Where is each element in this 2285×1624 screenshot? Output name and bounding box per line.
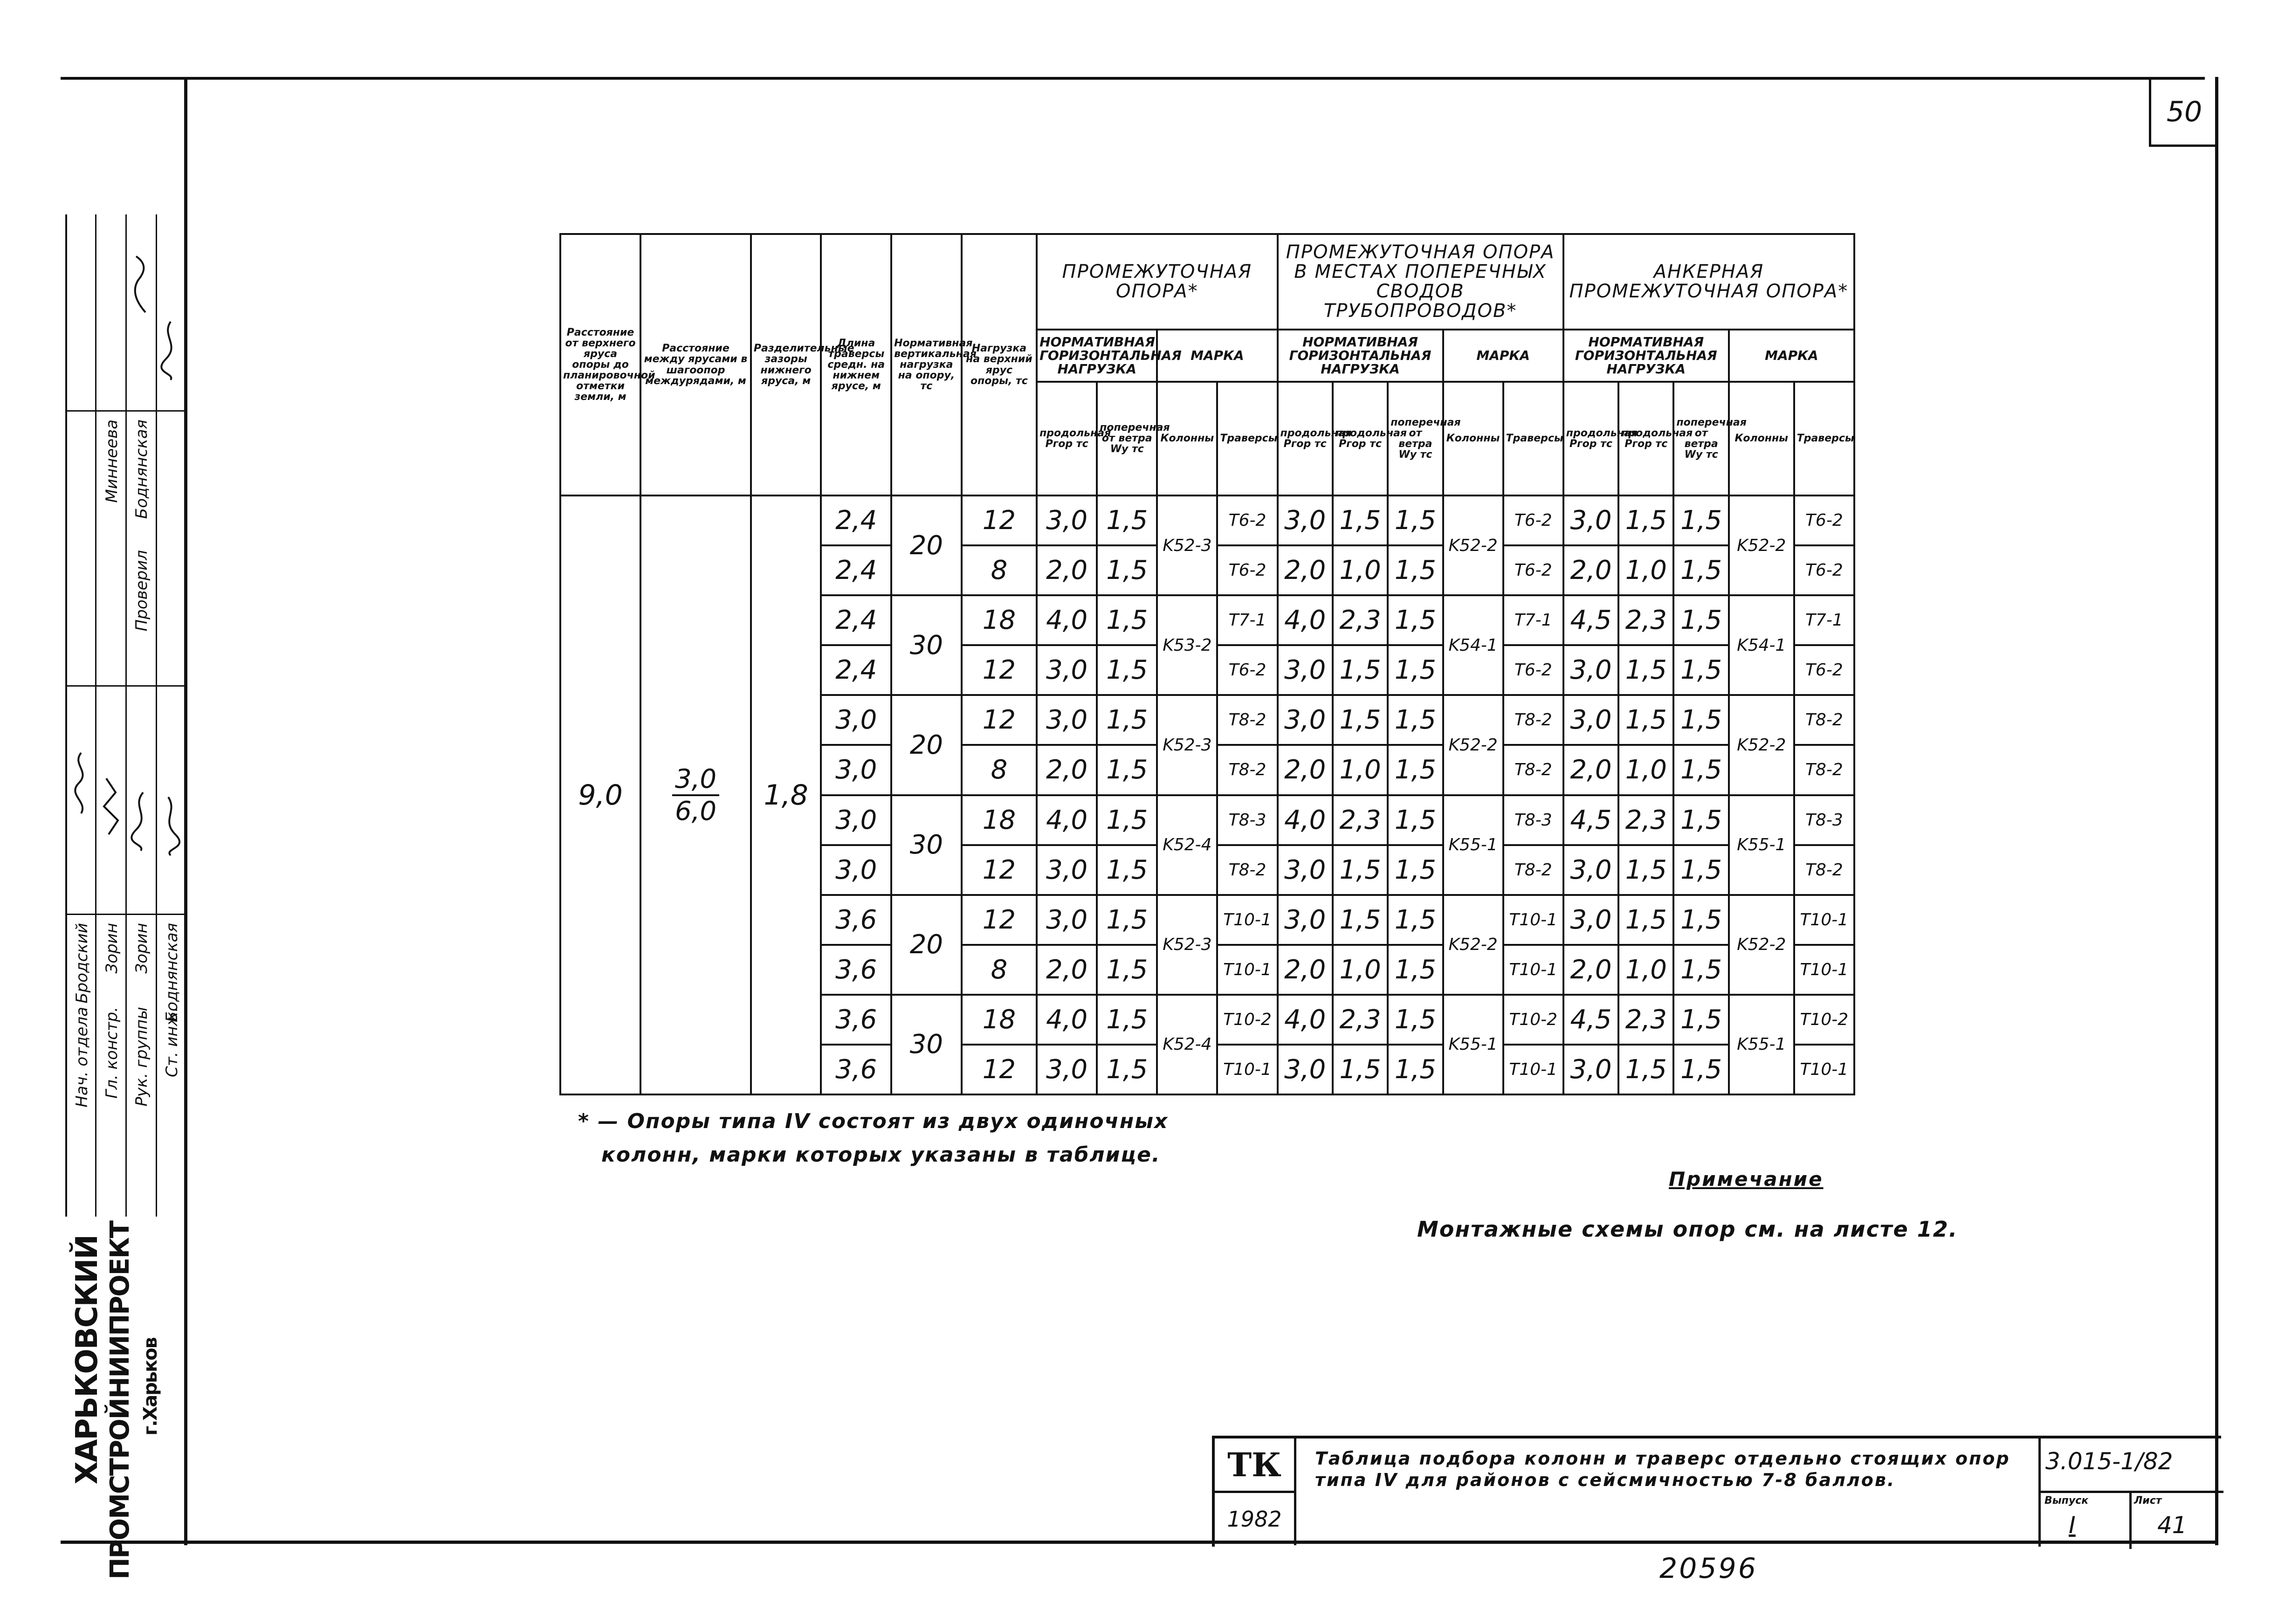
traverse-mark: T10-1 — [1503, 945, 1563, 995]
value-cell: 1,5 — [1388, 1045, 1443, 1094]
traverse-length: 3,6 — [821, 895, 891, 945]
header-cell: МАРКА — [1443, 330, 1563, 382]
value-cell: 3,0 — [1037, 845, 1097, 895]
value-cell: 4,0 — [1037, 795, 1097, 845]
value-cell: 2,0 — [1037, 945, 1097, 995]
value-cell: 1,5 — [1333, 895, 1388, 945]
upper-load: 12 — [962, 845, 1037, 895]
value-cell: 1,5 — [1673, 545, 1728, 595]
role-label: Рук. группы — [132, 1007, 151, 1107]
value-cell: 1,5 — [1618, 1045, 1673, 1094]
value-cell: 2,3 — [1618, 995, 1673, 1045]
signature-strip — [65, 214, 186, 1217]
traverse-mark: T6-2 — [1503, 495, 1563, 545]
value-cell: 1,5 — [1333, 645, 1388, 695]
traverse-mark: T6-2 — [1217, 545, 1277, 595]
header-cell: Нагрузка на верхний ярус опоры, тс — [962, 234, 1037, 495]
vertical-load: 30 — [891, 595, 962, 695]
page-number: 50 — [2149, 79, 2217, 147]
traverse-mark: T8-2 — [1217, 845, 1277, 895]
value-cell: 1,5 — [1388, 495, 1443, 545]
value-cell: 3,0 — [1563, 495, 1618, 545]
header-cell: НОРМАТИВНАЯ ГОРИЗОНТАЛЬНАЯ НАГРУЗКА — [1278, 330, 1443, 382]
value-cell: 3,0 — [1278, 1045, 1333, 1094]
year: 1982 — [1215, 1493, 1296, 1545]
column-mark: K52-2 — [1443, 695, 1503, 795]
header-cell: поперечная от ветра Wу тс — [1673, 382, 1728, 495]
header-cell: Нормативная вертикальная нагрузка на опору, тс — [891, 234, 962, 495]
column-mark: K52-2 — [1729, 695, 1794, 795]
vertical-load: 20 — [891, 895, 962, 995]
value-cell: 1,0 — [1333, 545, 1388, 595]
traverse-length: 2,4 — [821, 645, 891, 695]
value-cell: 1,5 — [1673, 895, 1728, 945]
traverse-mark: T6-2 — [1217, 495, 1277, 545]
traverse-mark: T8-3 — [1503, 795, 1563, 845]
value-cell: 1,5 — [1388, 695, 1443, 745]
traverse-length: 3,0 — [821, 695, 891, 745]
issue-label: Выпуск — [2044, 1495, 2089, 1507]
value-cell: 2,0 — [1037, 745, 1097, 795]
value-cell: 1,5 — [1388, 895, 1443, 945]
value-cell: 1,0 — [1333, 745, 1388, 795]
column-mark: K52-4 — [1157, 795, 1217, 895]
handwritten-signature — [127, 252, 155, 317]
value-cell: 4,0 — [1037, 995, 1097, 1045]
value-cell: 1,5 — [1618, 495, 1673, 545]
handwritten-signature — [127, 788, 155, 853]
header-cell: поперечная от ветра Wу тс — [1097, 382, 1157, 495]
column-mark: K54-1 — [1443, 595, 1503, 695]
value-cell: 1,5 — [1673, 795, 1728, 845]
spacing-denominator: 6,0 — [674, 796, 717, 826]
handwritten-signature — [157, 792, 185, 858]
traverse-length: 3,0 — [821, 745, 891, 795]
value-cell: 3,0 — [1037, 645, 1097, 695]
traverse-mark: T10-1 — [1217, 895, 1277, 945]
footnote — [578, 1105, 1168, 1172]
traverse-length: 3,6 — [821, 1045, 891, 1094]
value-cell: 1,5 — [1673, 645, 1728, 695]
note-title: Примечание — [1669, 1168, 1824, 1190]
upper-load: 18 — [962, 995, 1037, 1045]
value-cell: 4,5 — [1563, 595, 1618, 645]
value-cell: 1,5 — [1097, 795, 1157, 845]
value-cell: 2,0 — [1278, 545, 1333, 595]
gap-cell: 1,8 — [751, 495, 821, 1094]
value-cell: 2,3 — [1333, 995, 1388, 1045]
column-mark: K52-2 — [1443, 495, 1503, 595]
strip-divider — [95, 214, 96, 1217]
header-cell: Траверсы — [1503, 382, 1563, 495]
value-cell: 1,5 — [1673, 495, 1728, 545]
traverse-mark: T6-2 — [1503, 545, 1563, 595]
value-cell: 1,5 — [1097, 1045, 1157, 1094]
traverse-length: 3,0 — [821, 845, 891, 895]
value-cell: 2,0 — [1037, 545, 1097, 595]
value-cell: 3,0 — [1278, 645, 1333, 695]
sheet-value: 41 — [2157, 1512, 2187, 1539]
checker-label: Проверил — [132, 550, 151, 632]
traverse-mark: T8-2 — [1217, 695, 1277, 745]
value-cell: 4,0 — [1278, 795, 1333, 845]
value-cell: 1,5 — [1333, 1045, 1388, 1094]
value-cell: 1,0 — [1618, 545, 1673, 595]
value-cell: 1,5 — [1388, 945, 1443, 995]
value-cell: 1,5 — [1618, 695, 1673, 745]
traverse-length: 3,0 — [821, 795, 891, 845]
upper-load: 8 — [962, 945, 1037, 995]
org-name: ПРОМСТРОЙНИИПРОЕКТ — [105, 1221, 135, 1580]
header-cell: Разделительные зазоры нижнего яруса, м — [751, 234, 821, 495]
org-city: г.Харьков — [140, 1338, 161, 1436]
selection-table — [559, 233, 1855, 1095]
vertical-load: 30 — [891, 995, 962, 1094]
value-cell: 1,5 — [1388, 845, 1443, 895]
column-mark: K52-3 — [1157, 695, 1217, 795]
value-cell: 1,5 — [1618, 645, 1673, 695]
note-text: Монтажные схемы опор см. на листе 12. — [1417, 1217, 1958, 1242]
header-cell: МАРКА — [1729, 330, 1854, 382]
value-cell: 1,5 — [1673, 1045, 1728, 1094]
handwritten-signature — [67, 750, 95, 816]
value-cell: 1,5 — [1618, 845, 1673, 895]
traverse-mark: T8-3 — [1794, 795, 1854, 845]
value-cell: 1,5 — [1097, 745, 1157, 795]
column-mark: K53-2 — [1157, 595, 1217, 695]
traverse-mark: T6-2 — [1217, 645, 1277, 695]
value-cell: 1,5 — [1097, 495, 1157, 545]
upper-load: 12 — [962, 695, 1037, 745]
value-cell: 1,5 — [1388, 995, 1443, 1045]
header-cell: Расстояние от верхнего яруса опоры до планировочной отметки земли, м — [560, 234, 640, 495]
value-cell: 1,5 — [1097, 645, 1157, 695]
column-mark: K52-3 — [1157, 895, 1217, 995]
value-cell: 3,0 — [1278, 845, 1333, 895]
value-cell: 3,0 — [1278, 495, 1333, 545]
value-cell: 4,5 — [1563, 995, 1618, 1045]
title-block — [1212, 1436, 2221, 1547]
value-cell: 1,5 — [1097, 545, 1157, 595]
column-mark: K55-1 — [1729, 995, 1794, 1094]
header-cell: продольная Pгор тс — [1037, 382, 1097, 495]
inventory-number: 20596 — [1659, 1552, 1758, 1585]
upper-load: 8 — [962, 745, 1037, 795]
traverse-mark: T7-1 — [1503, 595, 1563, 645]
group-header: ПРОМЕЖУТОЧНАЯ ОПОРА В МЕСТАХ ПОПЕРЕЧНЫХ СВОДОВ ТРУБОПРОВОДОВ* — [1278, 234, 1563, 330]
traverse-length: 2,4 — [821, 495, 891, 545]
header-cell: Колонны — [1157, 382, 1217, 495]
role-label: Нач. отдела — [73, 1007, 91, 1108]
value-cell: 1,5 — [1333, 695, 1388, 745]
value-cell: 3,0 — [1563, 895, 1618, 945]
value-cell: 4,0 — [1037, 595, 1097, 645]
value-cell: 1,5 — [1618, 895, 1673, 945]
upper-load: 12 — [962, 645, 1037, 695]
header-cell: Длина траверсы средн. на нижнем ярусе, м — [821, 234, 891, 495]
header-cell: Колонны — [1729, 382, 1794, 495]
header-cell: МАРКА — [1157, 330, 1277, 382]
value-cell: 1,5 — [1333, 495, 1388, 545]
traverse-mark: T10-1 — [1794, 895, 1854, 945]
value-cell: 2,0 — [1278, 945, 1333, 995]
value-cell: 2,3 — [1618, 795, 1673, 845]
value-cell: 1,5 — [1097, 845, 1157, 895]
header-cell: Расстояние между ярусами в шагоопор междурядами, м — [640, 234, 751, 495]
upper-load: 12 — [962, 1045, 1037, 1094]
signer-name: Бродский — [73, 923, 91, 1004]
traverse-length: 3,6 — [821, 995, 891, 1045]
traverse-mark: T7-1 — [1217, 595, 1277, 645]
traverse-mark: T10-1 — [1217, 945, 1277, 995]
code-box — [2038, 1438, 2223, 1547]
value-cell: 3,0 — [1278, 695, 1333, 745]
value-cell: 1,0 — [1333, 945, 1388, 995]
traverse-mark: T8-2 — [1794, 695, 1854, 745]
traverse-mark: T6-2 — [1503, 645, 1563, 695]
column-mark: K55-1 — [1443, 995, 1503, 1094]
column-mark: K52-2 — [1443, 895, 1503, 995]
value-cell: 1,5 — [1388, 545, 1443, 595]
value-cell: 1,5 — [1097, 895, 1157, 945]
value-cell: 4,5 — [1563, 795, 1618, 845]
value-cell: 2,0 — [1563, 745, 1618, 795]
issue-sheet-box — [2041, 1491, 2223, 1549]
value-cell: 3,0 — [1563, 1045, 1618, 1094]
traverse-mark: T6-2 — [1794, 495, 1854, 545]
column-mark: K55-1 — [1443, 795, 1503, 895]
value-cell: 1,5 — [1097, 995, 1157, 1045]
vertical-load: 20 — [891, 495, 962, 595]
signer-name: Боднянская — [163, 923, 181, 1023]
column-mark: K52-4 — [1157, 995, 1217, 1094]
traverse-mark: T7-1 — [1794, 595, 1854, 645]
signer-name: Боднянская — [132, 420, 151, 519]
header-cell: поперечная от ветра Wу тс — [1388, 382, 1443, 495]
traverse-mark: T8-2 — [1503, 845, 1563, 895]
role-label: Гл. констр. — [103, 1007, 121, 1099]
traverse-mark: T8-2 — [1503, 695, 1563, 745]
value-cell: 2,0 — [1563, 545, 1618, 595]
traverse-length: 3,6 — [821, 945, 891, 995]
footnote-line: колонн, марки которых указаны в таблице. — [601, 1143, 1161, 1167]
traverse-mark: T6-2 — [1794, 545, 1854, 595]
footnote-line: * — Опоры типа IV состоят из двух одиночных — [578, 1109, 1169, 1133]
traverse-mark: T10-2 — [1794, 995, 1854, 1045]
header-cell: продольная Pгор тс — [1278, 382, 1333, 495]
spacing-numerator: 3,0 — [672, 764, 719, 796]
value-cell: 1,5 — [1673, 745, 1728, 795]
value-cell: 4,0 — [1278, 595, 1333, 645]
traverse-mark: T6-2 — [1794, 645, 1854, 695]
traverse-mark: T10-1 — [1217, 1045, 1277, 1094]
handwritten-signature — [97, 774, 125, 839]
header-cell: НОРМАТИВНАЯ ГОРИЗОНТАЛЬНАЯ НАГРУЗКА — [1037, 330, 1157, 382]
header-cell: Траверсы — [1217, 382, 1277, 495]
value-cell: 1,5 — [1388, 595, 1443, 645]
upper-load: 18 — [962, 595, 1037, 645]
header-cell: НОРМАТИВНАЯ ГОРИЗОНТАЛЬНАЯ НАГРУЗКА — [1563, 330, 1729, 382]
value-cell: 1,5 — [1673, 995, 1728, 1045]
height-cell: 9,0 — [560, 495, 640, 1094]
strip-divider — [67, 914, 186, 915]
value-cell: 1,5 — [1388, 745, 1443, 795]
traverse-mark: T10-1 — [1794, 1045, 1854, 1094]
group-header: АНКЕРНАЯ ПРОМЕЖУТОЧНАЯ ОПОРА* — [1563, 234, 1854, 330]
org-name: ХАРЬКОВСКИЙ — [70, 1235, 104, 1485]
role-label: Ст. инж. — [163, 1007, 181, 1077]
traverse-length: 2,4 — [821, 545, 891, 595]
traverse-mark: T8-2 — [1503, 745, 1563, 795]
issue-value: I — [2069, 1512, 2076, 1539]
value-cell: 2,3 — [1333, 595, 1388, 645]
value-cell: 3,0 — [1563, 695, 1618, 745]
spacing-cell — [640, 495, 751, 1094]
traverse-mark: T8-2 — [1794, 845, 1854, 895]
value-cell: 1,5 — [1388, 795, 1443, 845]
traverse-mark: T10-1 — [1503, 895, 1563, 945]
value-cell: 3,0 — [1037, 695, 1097, 745]
value-cell: 3,0 — [1037, 495, 1097, 545]
value-cell: 1,5 — [1673, 945, 1728, 995]
traverse-mark: T8-3 — [1217, 795, 1277, 845]
traverse-mark: T10-2 — [1503, 995, 1563, 1045]
header-cell: Траверсы — [1794, 382, 1854, 495]
strip-divider — [67, 410, 186, 412]
drawing-title: Таблица подбора колонн и траверс отдельно стоящих опор типа IV для районов с сейсмичностью 7-8 баллов. — [1315, 1448, 2010, 1490]
traverse-mark: T10-2 — [1217, 995, 1277, 1045]
value-cell: 1,0 — [1618, 745, 1673, 795]
tk-logo: ТК — [1215, 1438, 1296, 1493]
value-cell: 1,5 — [1673, 845, 1728, 895]
traverse-mark: T10-1 — [1503, 1045, 1563, 1094]
column-mark: K52-2 — [1729, 495, 1794, 595]
value-cell: 3,0 — [1037, 1045, 1097, 1094]
sheet-label: Лист — [2134, 1495, 2162, 1507]
value-cell: 3,0 — [1563, 845, 1618, 895]
sheet-frame-right — [2215, 77, 2218, 1545]
group-header: ПРОМЕЖУТОЧНАЯ ОПОРА* — [1037, 234, 1277, 330]
value-cell: 1,5 — [1097, 945, 1157, 995]
value-cell: 1,5 — [1097, 695, 1157, 745]
upper-load: 18 — [962, 795, 1037, 845]
value-cell: 4,0 — [1278, 995, 1333, 1045]
value-cell: 3,0 — [1563, 645, 1618, 695]
header-cell: продольная Pгор тс — [1333, 382, 1388, 495]
value-cell: 2,0 — [1563, 945, 1618, 995]
traverse-mark: T10-1 — [1794, 945, 1854, 995]
traverse-mark: T8-2 — [1217, 745, 1277, 795]
value-cell: 2,3 — [1618, 595, 1673, 645]
column-mark: K55-1 — [1729, 795, 1794, 895]
signer-name: Миннеева — [103, 420, 121, 503]
column-mark: K52-3 — [1157, 495, 1217, 595]
column-mark: K52-2 — [1729, 895, 1794, 995]
value-cell: 1,0 — [1618, 945, 1673, 995]
value-cell: 1,5 — [1333, 845, 1388, 895]
value-cell: 3,0 — [1037, 895, 1097, 945]
traverse-mark: T8-2 — [1794, 745, 1854, 795]
vertical-load: 20 — [891, 695, 962, 795]
header-cell: продольная Pгор тс — [1563, 382, 1618, 495]
value-cell: 2,0 — [1278, 745, 1333, 795]
value-cell: 1,5 — [1388, 645, 1443, 695]
traverse-length: 2,4 — [821, 595, 891, 645]
signer-name: Зорин — [132, 923, 151, 974]
upper-load: 12 — [962, 495, 1037, 545]
handwritten-signature — [157, 317, 185, 382]
value-cell: 1,5 — [1673, 695, 1728, 745]
upper-load: 8 — [962, 545, 1037, 595]
strip-divider — [67, 685, 186, 687]
value-cell: 2,3 — [1333, 795, 1388, 845]
header-cell: Колонны — [1443, 382, 1503, 495]
organization-block — [65, 1217, 184, 1580]
header-cell: продольная Pгор тс — [1618, 382, 1673, 495]
value-cell: 3,0 — [1278, 895, 1333, 945]
value-cell: 1,5 — [1673, 595, 1728, 645]
value-cell: 1,5 — [1097, 595, 1157, 645]
series-code: 3.015-1/82 — [2045, 1448, 2173, 1475]
vertical-load: 30 — [891, 795, 962, 895]
column-mark: K54-1 — [1729, 595, 1794, 695]
strip-divider — [125, 214, 127, 1217]
signer-name: Зорин — [103, 923, 121, 974]
upper-load: 12 — [962, 895, 1037, 945]
